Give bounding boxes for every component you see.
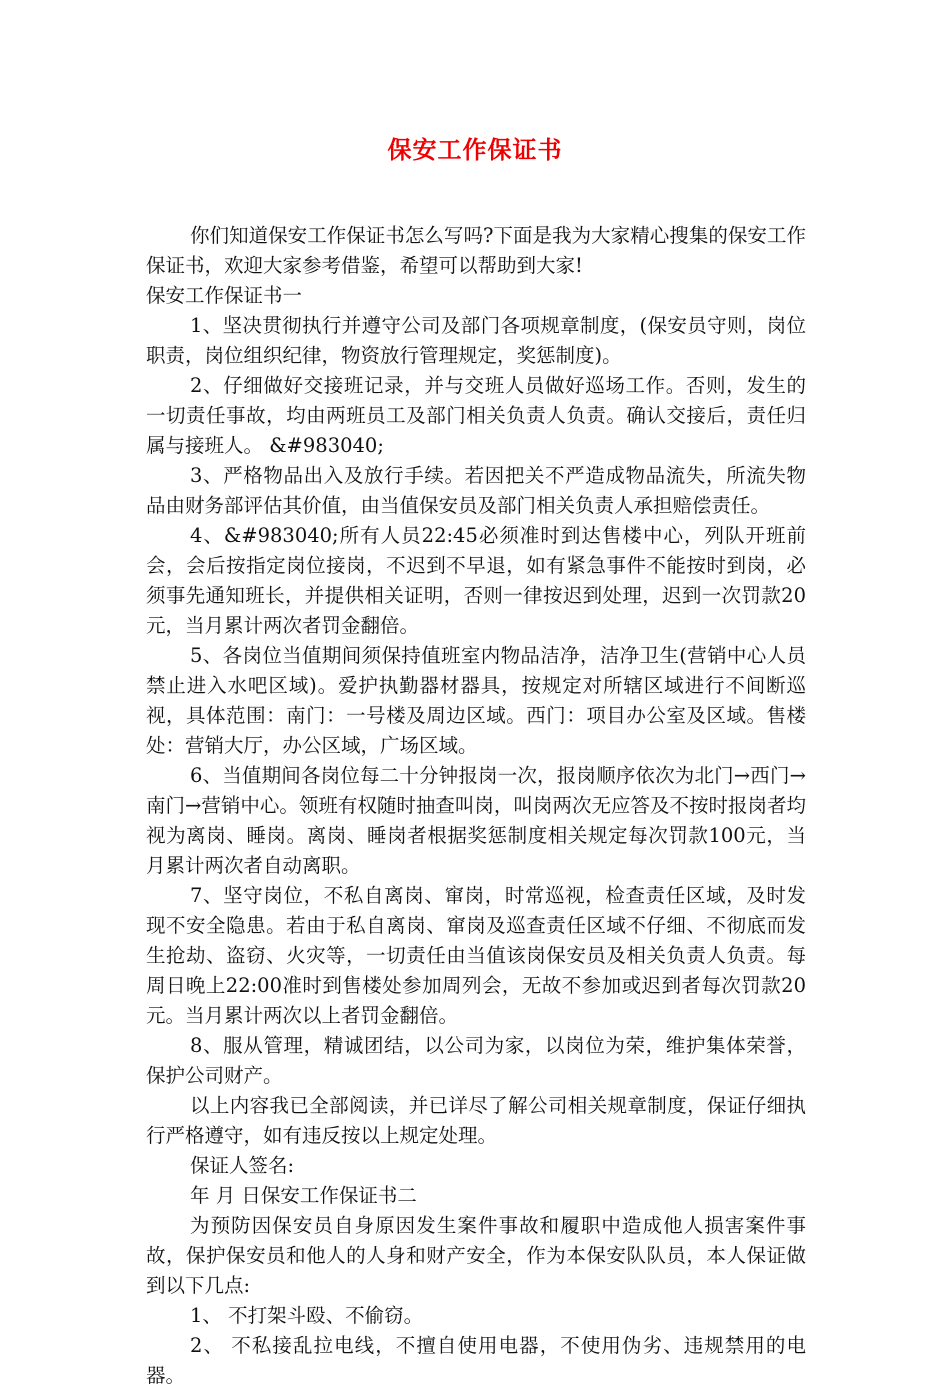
preamble-paragraph: 为预防因保安员自身原因发生案件事故和履职中造成他人损害案件事故，保护保安员和他人的人身和财产安全，作为本保安队队员，本人保证做到以下几点:	[146, 1214, 806, 1297]
rule-paragraph: 3、严格物品出入及放行手续。若因把关不严造成物品流失，所流失物品由财务部评估其价值，由当值保安员及部门相关负责人承担赔偿责任。	[146, 464, 806, 517]
signature-line: 保证人签名:	[190, 1154, 295, 1177]
rule-paragraph: 8、服从管理，精诚团结，以公司为家，以岗位为荣，维护集体荣誉，保护公司财产。	[146, 1034, 806, 1087]
pledge-item: 1、 不打架斗殴、不偷窃。	[190, 1304, 424, 1327]
acknowledgement-paragraph: 以上内容我已全部阅读，并已详尽了解公司相关规章制度，保证仔细执行严格遵守，如有违反按以上规定处理。	[146, 1094, 806, 1147]
pledge-item: 2、 不私接乱拉电线，不擅自使用电器，不使用伪劣、违规禁用的电器。	[146, 1334, 806, 1387]
rule-paragraph: 2、仔细做好交接班记录，并与交班人员做好巡场工作。否则，发生的一切责任事故，均由两班员工及部门相关负责人负责。确认交接后，责任归属与接班人。 &#983040;	[146, 374, 806, 457]
rule-paragraph: 1、坚决贯彻执行并遵守公司及部门各项规章制度，(保安员守则，岗位职责，岗位组织纪律，物资放行管理规定，奖惩制度)。	[146, 314, 806, 367]
rule-paragraph: 5、各岗位当值期间须保持值班室内物品洁净，洁净卫生(营销中心人员禁止进入水吧区域)。爱护执勤器材器具，按规定对所辖区域进行不间断巡视，具体范围：南门：一号楼及周边区域。西门：项目办公室及区域。售楼处：营销大厅，办公区域，广场区域。	[146, 644, 806, 757]
rule-paragraph: 4、&#983040;所有人员22:45必须准时到达售楼中心，列队开班前会，会后按指定岗位接岗，不迟到不早退，如有紧急事件不能按时到岗，必须事先通知班长，并提供相关证明，否则一律按迟到处理，迟到一次罚款20元，当月累计两次者罚金翻倍。	[146, 524, 806, 637]
document-body	[146, 221, 806, 1391]
rule-paragraph: 7、坚守岗位，不私自离岗、窜岗，时常巡视，检查责任区域，及时发现不安全隐患。若由于私自离岗、窜岗及巡查责任区域不仔细、不彻底而发生抢劫、盗窃、火灾等，一切责任由当值该岗保安员及相关负责人负责。每周日晚上22:00准时到售楼处参加周列会，无故不参加或迟到者每次罚款20元。当月累计两次以上者罚金翻倍。	[146, 884, 806, 1027]
date-line: 年 月 日保安工作保证书二	[190, 1184, 417, 1207]
document-title: 保安工作保证书	[387, 136, 563, 164]
intro-paragraph: 你们知道保安工作保证书怎么写吗?下面是我为大家精心搜集的保安工作保证书，欢迎大家参考借鉴，希望可以帮助到大家!	[146, 224, 806, 277]
rule-paragraph: 6、当值期间各岗位每二十分钟报岗一次，报岗顺序依次为北门→西门→南门→营销中心。领班有权随时抽查叫岗，叫岗两次无应答及不按时报岗者均视为离岗、睡岗。离岗、睡岗者根据奖惩制度相关规定每次罚款100元，当月累计两次者自动离职。	[146, 764, 806, 877]
section-heading: 保安工作保证书一	[146, 284, 303, 307]
